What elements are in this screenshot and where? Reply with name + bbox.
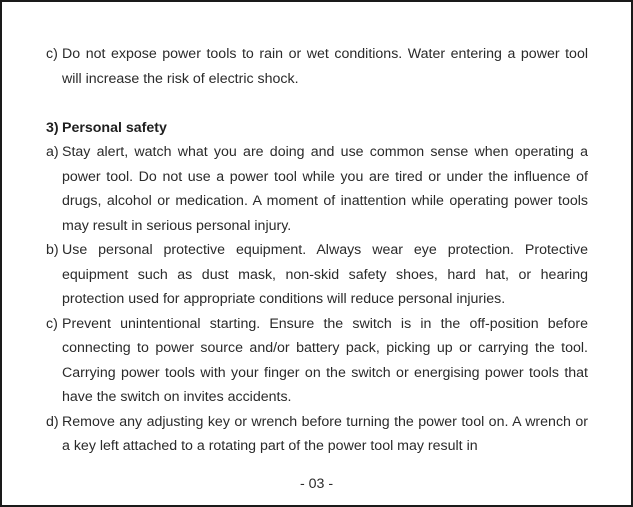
list-marker: c) xyxy=(46,46,58,62)
page-content xyxy=(46,42,588,459)
section-heading-personal-safety xyxy=(46,116,588,141)
list-item-text: Remove any adjusting key or wrench before turning the power tool on. A wrench or a key left attached to a rotating part of the power tool may result in xyxy=(62,413,588,454)
list-item-c-wet-conditions xyxy=(46,42,588,91)
section-title: Personal safety xyxy=(62,119,167,136)
section-number: 3) xyxy=(46,119,59,136)
list-marker: b) xyxy=(46,242,59,258)
page-number: - 03 - xyxy=(299,476,334,492)
list-item-text: Do not expose power tools to rain or wet conditions. Water entering a power tool will increase the risk of electric shock. xyxy=(62,46,588,87)
list-item-a-stay-alert xyxy=(46,140,588,238)
list-item-text: Prevent unintentional starting. Ensure the switch is in the off-position before connecting to power source and/or battery pack, picking up or carrying the tool. Carrying power tools with your finger on the switch or energising power tools that have the switch on invites accidents. xyxy=(62,315,588,405)
list-item-c-unintentional-starting xyxy=(46,312,588,410)
list-item-text: Use personal protective equipment. Always wear eye protection. Protective equipment such as dust mask, non-skid safety shoes, hard hat, or hearing protection used for appropriate conditions will reduce personal injuries. xyxy=(62,242,588,307)
list-marker: c) xyxy=(46,315,58,332)
list-item-text: Stay alert, watch what you are doing and use common sense when operating a power tool. Do not use a power tool while you are tired or under the influence of drugs, alcohol or medication. A moment of inattention while operating power tools may result in serious personal injury. xyxy=(62,144,588,234)
list-marker: d) xyxy=(46,413,59,430)
list-item-b-protective-equipment xyxy=(46,238,588,312)
list-item-d-remove-key xyxy=(46,410,588,459)
list-marker: a) xyxy=(46,144,59,160)
